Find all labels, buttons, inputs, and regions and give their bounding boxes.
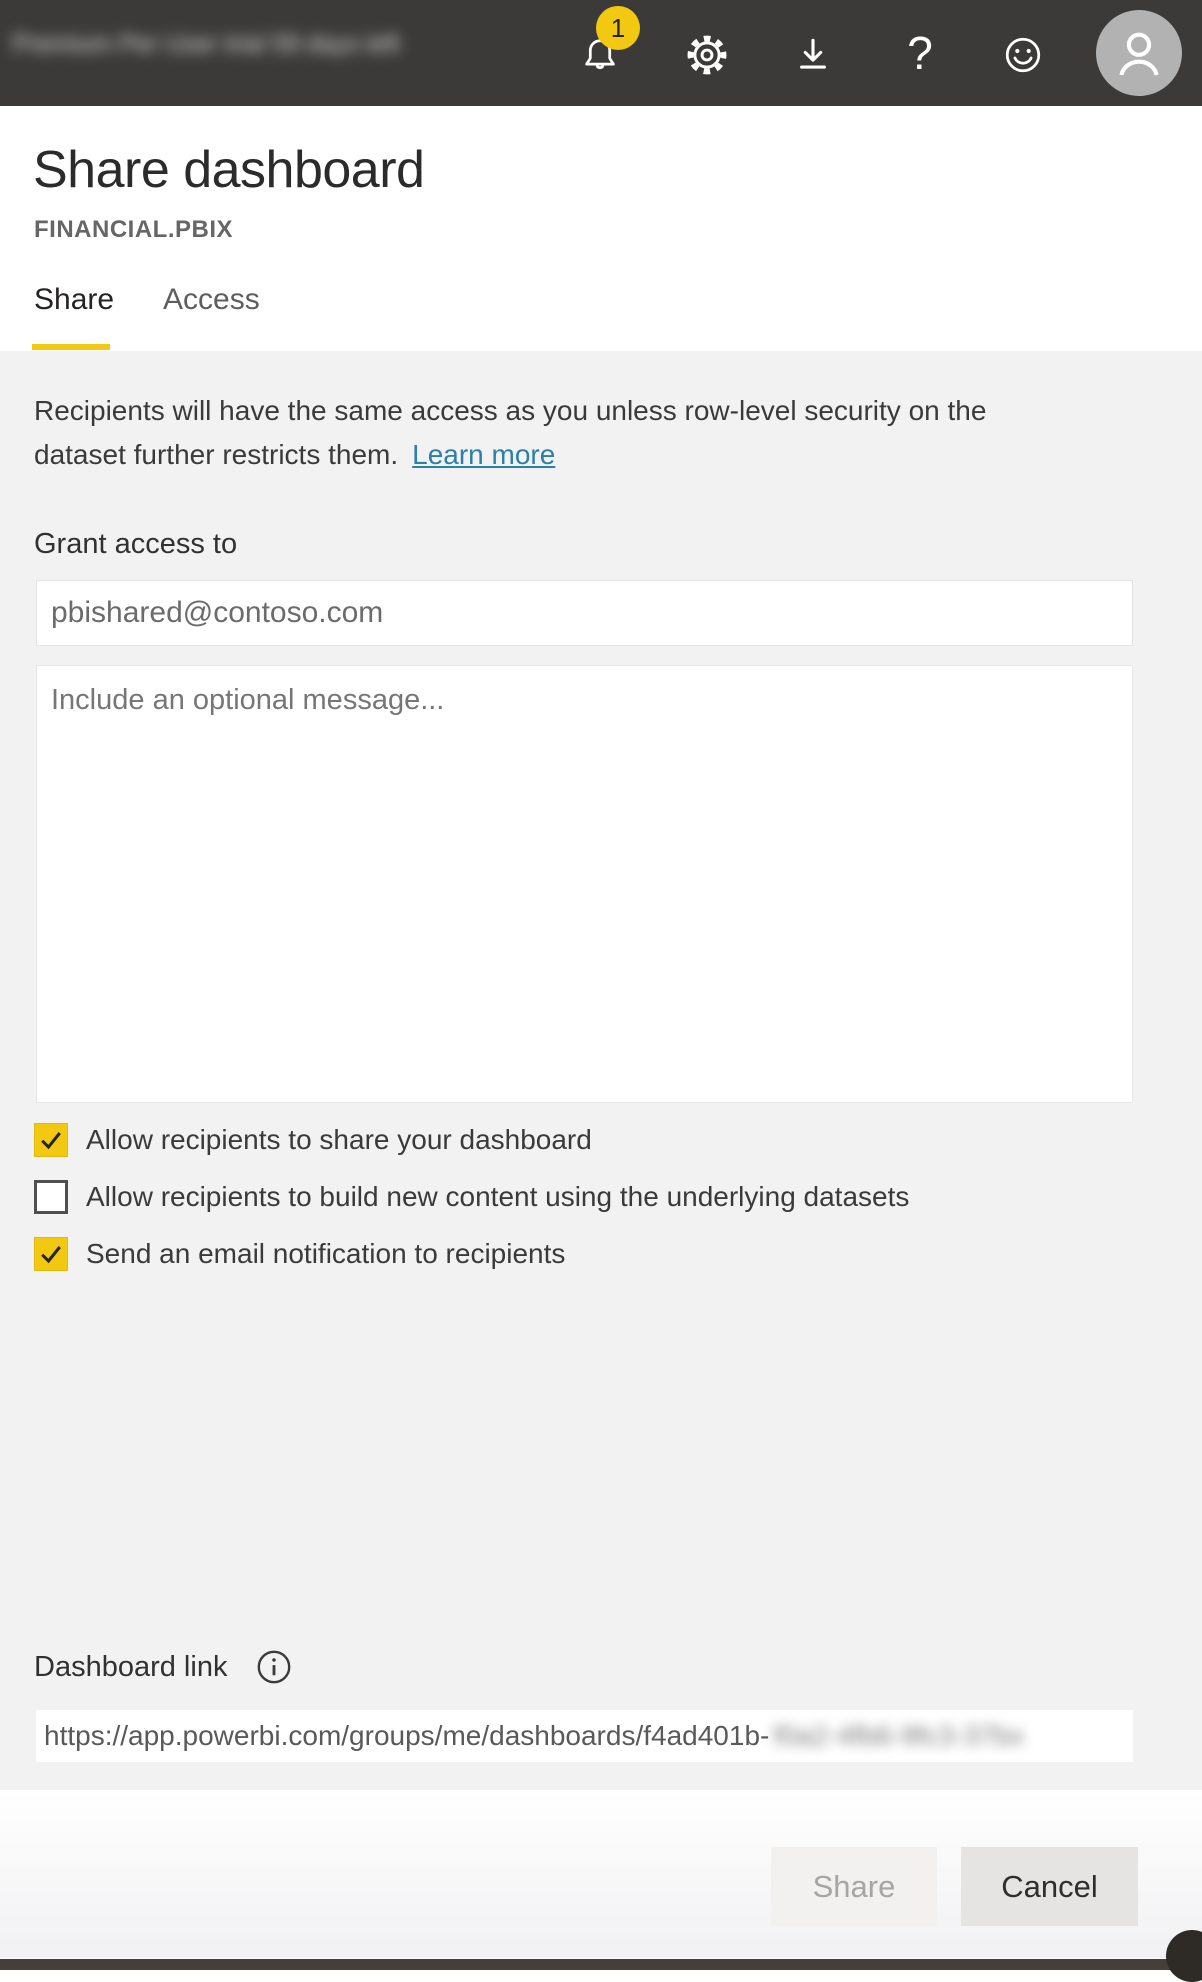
recipients-description-text: Recipients will have the same access as you unless row-level security on the dataset further restricts them.: [34, 395, 987, 470]
feedback-smiley-icon[interactable]: [1001, 33, 1045, 77]
dashboard-link-label: Dashboard link: [34, 1651, 228, 1683]
dashboard-link-input[interactable]: [36, 1710, 1133, 1762]
checkbox-unchecked-icon[interactable]: [34, 1180, 68, 1214]
checkbox-email-notification[interactable]: [34, 1237, 565, 1271]
checkbox-checked-icon[interactable]: [34, 1123, 68, 1157]
checkbox-label: Send an email notification to recipients: [86, 1238, 566, 1269]
dashboard-link-redacted-part: f0a2-4fb6-9fc3-37bx: [773, 1720, 1024, 1751]
notification-count-badge[interactable]: 1: [596, 6, 640, 50]
checkbox-checked-icon[interactable]: [34, 1237, 68, 1271]
checkbox-label: Allow recipients to share your dashboard: [86, 1124, 592, 1155]
check-icon: [36, 1239, 66, 1269]
bottom-edge-strip: [0, 1959, 1202, 1970]
checkbox-allow-reshare[interactable]: [34, 1123, 592, 1157]
user-avatar[interactable]: [1096, 10, 1182, 96]
grant-access-label: Grant access to: [34, 528, 238, 560]
optional-message-textarea[interactable]: [36, 665, 1133, 1103]
premium-trial-text: Premium Per User trial 59 days left: [12, 30, 400, 58]
dialog-footer: [0, 1790, 1202, 1958]
cancel-button[interactable]: Cancel: [961, 1847, 1138, 1926]
recipient-email-input[interactable]: [36, 580, 1133, 646]
share-button[interactable]: Share: [771, 1847, 937, 1926]
dashboard-file-name: FINANCIAL.PBIX: [34, 216, 233, 243]
page-title: Share dashboard: [33, 141, 425, 199]
active-tab-underline: [32, 344, 110, 350]
dashboard-link-url: https://app.powerbi.com/groups/me/dashboards/f4ad401b-: [44, 1720, 770, 1751]
checkbox-allow-build[interactable]: [34, 1180, 909, 1214]
recipients-description: [34, 389, 1079, 477]
settings-gear-icon[interactable]: [685, 33, 729, 77]
tab-access[interactable]: Access: [163, 283, 260, 316]
info-icon[interactable]: [255, 1648, 293, 1686]
download-icon[interactable]: [791, 33, 835, 77]
share-panel: [0, 351, 1202, 1790]
help-question-icon[interactable]: ?: [907, 27, 933, 79]
person-icon: [1108, 22, 1170, 84]
tab-share[interactable]: Share: [34, 283, 115, 316]
check-icon: [36, 1125, 66, 1155]
top-app-bar: [0, 0, 1202, 106]
checkbox-label: Allow recipients to build new content using the underlying datasets: [86, 1181, 910, 1212]
learn-more-link[interactable]: Learn more: [412, 439, 556, 470]
